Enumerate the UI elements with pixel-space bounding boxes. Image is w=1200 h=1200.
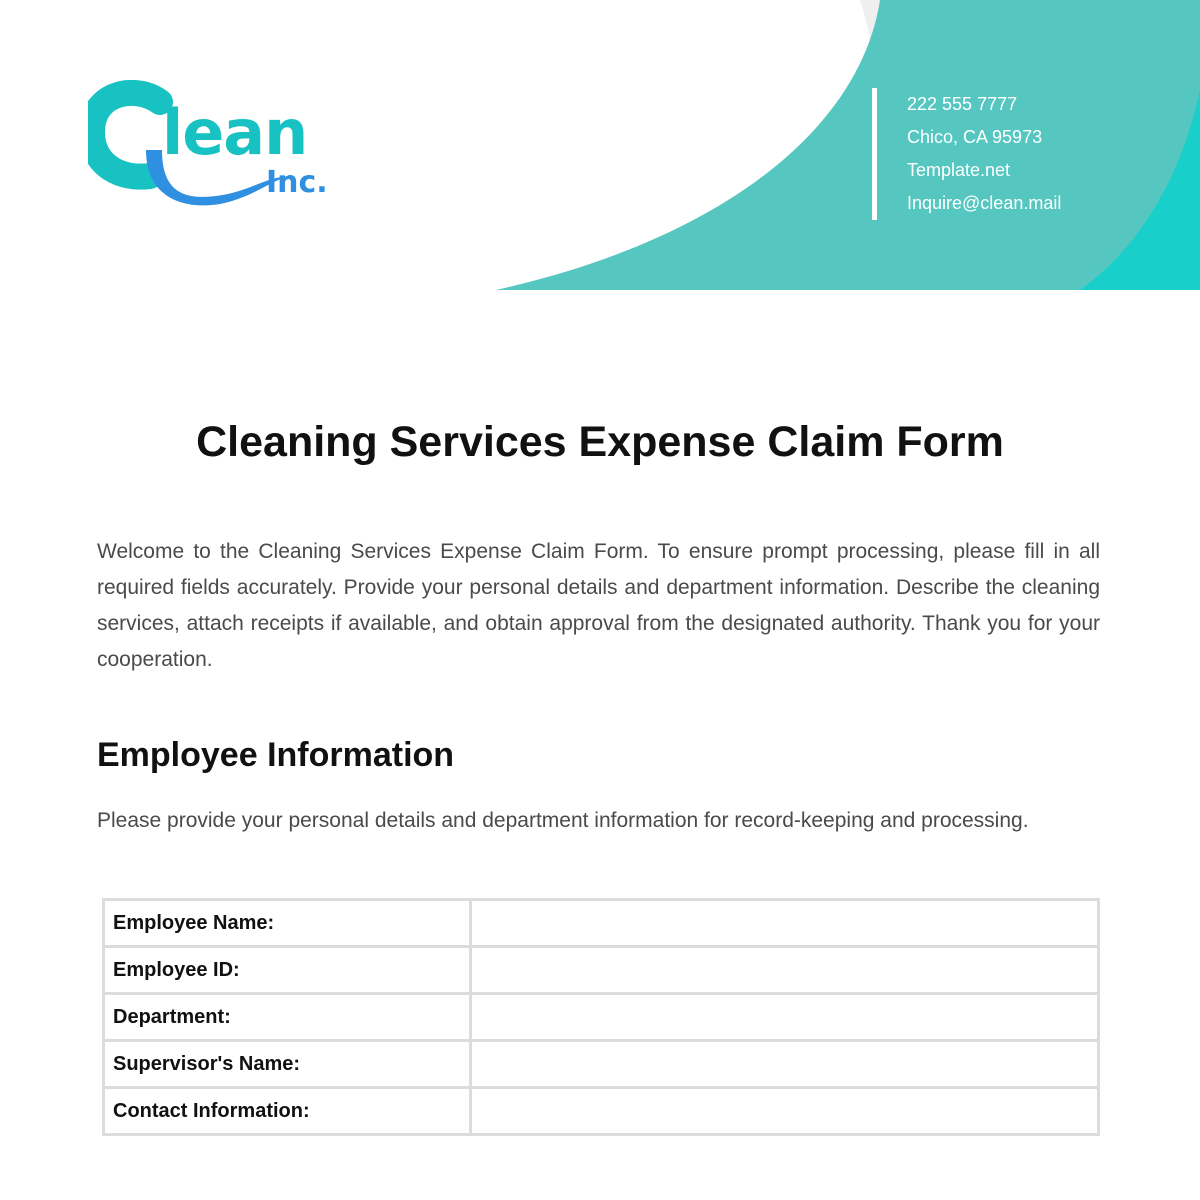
supervisor-name-label: Supervisor's Name: <box>104 1041 471 1088</box>
document-title: Cleaning Services Expense Claim Form <box>196 418 1004 466</box>
table-row <box>104 900 1099 947</box>
table-row <box>104 1088 1099 1135</box>
contact-address: Chico, CA 95973 <box>907 127 1043 147</box>
company-logo <box>88 80 348 210</box>
employee-id-field[interactable] <box>471 947 1099 994</box>
contact-website: Template.net <box>907 160 1011 180</box>
logo-wordmark: lean <box>162 96 308 169</box>
contact-information-field[interactable] <box>471 1088 1099 1135</box>
section-description: Please provide your personal details and department information for record-keeping and processing. <box>97 809 1029 832</box>
contact-phone: 222 555 7777 <box>907 94 1018 114</box>
table-row <box>104 1041 1099 1088</box>
contact-email: Inquire@clean.mail <box>907 193 1062 213</box>
contact-information-label: Contact Information: <box>104 1088 471 1135</box>
employee-name-field[interactable] <box>471 900 1099 947</box>
employee-name-label: Employee Name: <box>104 900 471 947</box>
employee-id-label: Employee ID: <box>104 947 471 994</box>
section-heading-employee-information: Employee Information <box>97 736 455 774</box>
table-row <box>104 994 1099 1041</box>
table-row <box>104 947 1099 994</box>
employee-info-table <box>102 898 1100 1136</box>
supervisor-name-field[interactable] <box>471 1041 1099 1088</box>
department-label: Department: <box>104 994 471 1041</box>
logo-subtitle: Inc. <box>266 165 328 200</box>
contact-block <box>872 88 1061 220</box>
department-field[interactable] <box>471 994 1099 1041</box>
intro-paragraph: Welcome to the Cleaning Services Expense Claim Form. To ensure prompt processing, please fill in all required fields accurately. Provide your personal details and department information. Describe the cleaning services, attach receipts if available, and obtain approval from the designated authority. Thank you for your cooperation. <box>97 540 1100 671</box>
